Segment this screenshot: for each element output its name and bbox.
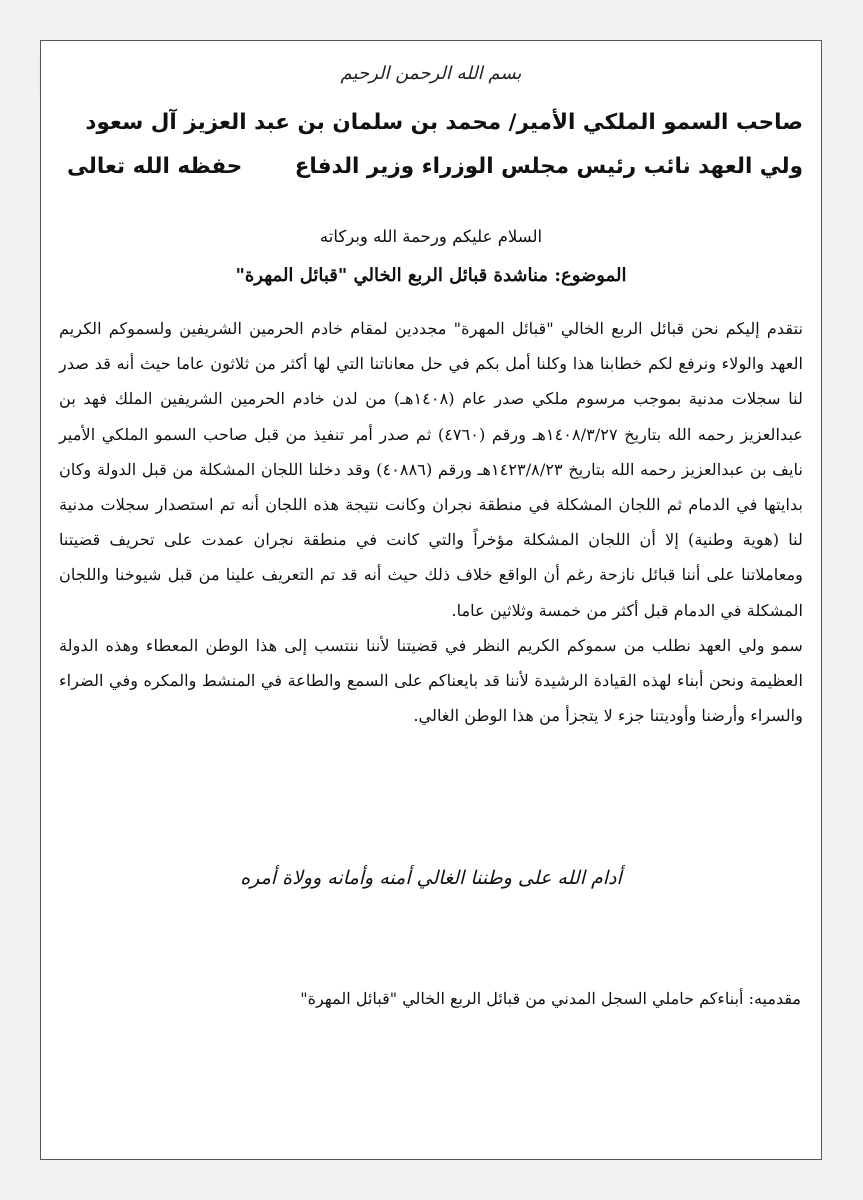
greeting: السلام عليكم ورحمة الله وبركاته — [319, 227, 543, 246]
addressee-block — [67, 101, 803, 189]
letter-body — [59, 311, 803, 733]
body-paragraph-2: سمو ولي العهد نطلب من سموكم الكريم النظر في قضيتنا لأننا ننتسب إلى هذا الوطن المعطاء وهذه الدولة العظيمة ونحن أبناء لهذه القيادة الرشيدة لأننا قد بايعناكم على السمع والطاعة في المنشط والمكره وفي الضراء والسراء وأرضنا وأوديتنا جزء لا يتجزأ من هذا الوطن الغالي. — [59, 635, 803, 726]
addressee-title-row — [67, 145, 803, 189]
subject-line: الموضوع: مناشدة قبائل الربع الخالي "قبائل المهرة" — [235, 265, 627, 286]
submitted-by: مقدميه: أبناءكم حاملي السجل المدني من قبائل الربع الخالي "قبائل المهرة" — [300, 989, 801, 1008]
basmala-header: بسم الله الرحمن الرحيم — [340, 63, 522, 84]
addressee-title: ولي العهد نائب رئيس مجلس الوزراء وزير الدفاع — [294, 154, 803, 179]
addressee-blessing: حفظه الله تعالى — [67, 154, 243, 179]
body-paragraph-1: نتقدم إليكم نحن قبائل الربع الخالي "قبائل المهرة" مجددين لمقام خادم الحرمين الشريفين ولسموكم الكريم العهد والولاء ونرفع لكم خطابنا هذا وكلنا أمل بكم في حل معاناتنا التي لها أكثر من ثلاثون عاما حيث أنه قد صدر لنا سجلات مدنية بموجب مرسوم ملكي صدر عام (١٤٠٨هـ) من لدن خادم الحرمين الشريفين الملك فهد بن عبدالعزيز رحمه الله بتاريخ ١٤٠٨/٣/٢٧هـ ورقم (٤٧٦٠) ثم صدر أمر تنفيذ من قبل صاحب السمو الملكي الأمير نايف بن عبدالعزيز رحمه الله بتاريخ ١٤٢٣/٨/٢٣هـ ورقم (٤٠٨٨٦) وقد دخلنا اللجان المشكلة من قبل الدولة وكان بدايتها في الدمام ثم اللجان المشكلة في منطقة نجران وكانت نتيجة هذه اللجان أنه تم استصدار سجلات مدنية لنا (هوية وطنية) إلا أن اللجان المشكلة مؤخراً والتي كانت في منطقة نجران عمدت على تحريف قضيتنا ومعاملاتنا على أننا قبائل نازحة رغم أن الواقع خلاف ذلك حيث أنه قد تم التعريف علينا من قبل شيوخنا واللجان المشكلة في الدمام قبل أكثر من خمسة وثلاثين عاما. — [59, 319, 803, 620]
addressee-name: صاحب السمو الملكي الأمير/ محمد بن سلمان بن عبد العزيز آل سعود — [85, 110, 803, 135]
closing-line: أدام الله على وطننا الغالي أمنه وأمانه وولاة أمره — [240, 867, 622, 889]
letter-page — [40, 40, 822, 1160]
